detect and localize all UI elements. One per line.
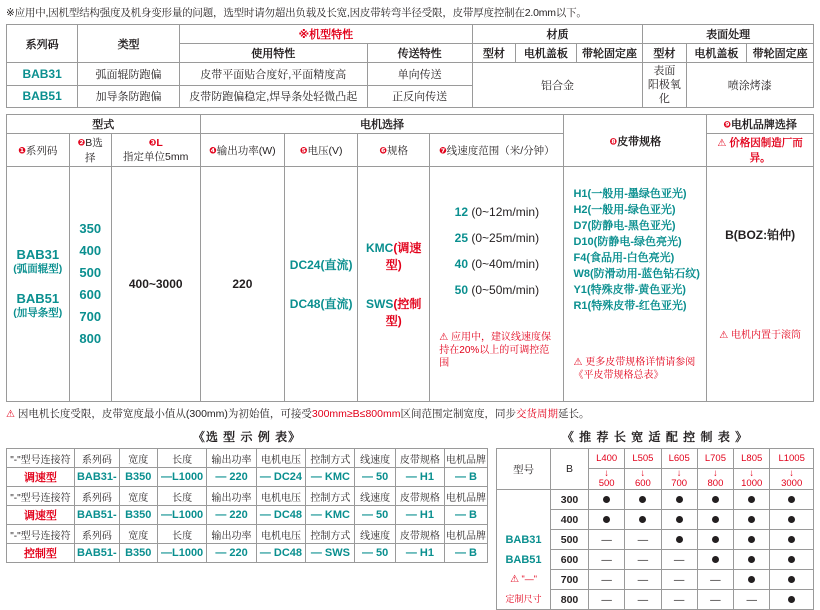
rec-cell — [734, 570, 770, 590]
surface-paint: 喷涂烤漆 — [686, 63, 813, 108]
th-voltage-2: 电机电压 — [256, 487, 306, 506]
ex2-voltage: — DC48 — [259, 509, 303, 521]
rec-cell: — — [661, 550, 697, 570]
rec-note-mark: ⚠ "—" — [497, 570, 551, 590]
spec-sws: SWS(控制型) — [366, 297, 422, 328]
th-series-3: 系列码 — [74, 525, 119, 544]
th-width-3: 宽度 — [119, 525, 157, 544]
belt-d10: D10(防静电-绿色亮光) — [573, 236, 682, 248]
th-l505-bot: ↓ 600 — [625, 469, 661, 490]
table-row — [497, 550, 814, 570]
rec-cell — [589, 490, 625, 510]
rec-cell — [770, 530, 814, 550]
table-row — [497, 490, 814, 510]
row-label-2: 调速型 — [7, 506, 75, 525]
recommend-table — [496, 448, 814, 610]
speed-note: ⚠ 应用中，建议线速度保持在20%以上的可调控范围 — [439, 331, 552, 369]
use-bab31: 皮带平面贴合度好,平面精度高 — [179, 63, 367, 86]
ex3-control: — SWS — [310, 547, 350, 559]
rec-cell — [734, 550, 770, 570]
table-row — [7, 544, 488, 563]
num-2: ❷ — [77, 137, 86, 148]
th-l705: L705 — [697, 449, 733, 469]
th-wheel-seat: 带轮固定座 — [576, 44, 643, 63]
ex3-brand: — B — [455, 547, 477, 559]
th-length-3: 长度 — [157, 525, 207, 544]
rec-cell: — — [589, 550, 625, 570]
th-l400: L400 — [589, 449, 625, 469]
example-table — [6, 448, 488, 563]
th-belt-cover: 电机盖板 — [515, 44, 576, 63]
row-label-1: 调速型 — [7, 468, 75, 487]
th-profile: 型材 — [472, 44, 515, 63]
ex3-power: — 220 — [215, 547, 248, 559]
th-brand-2: 电机品牌 — [445, 487, 488, 506]
speed-25: 25 (0~25m/min) — [454, 230, 540, 245]
group-style: 型式 — [7, 115, 201, 134]
rec-cell: — — [697, 570, 733, 590]
th-l400-bot: ↓ 500 — [589, 469, 625, 490]
middle-note: ⚠ 因电机长度受限，皮带宽度最小值从(300mm)为初始值，可接受300mm≥B≤800mm区间范围定制宽度，同步交货周期延长。 — [6, 408, 590, 420]
rec-cell — [697, 530, 733, 550]
cell-belts — [564, 167, 707, 402]
th-width: 宽度 — [119, 449, 157, 468]
num-5: ❺ — [299, 145, 308, 156]
rec-cell — [589, 510, 625, 530]
cell-widths — [69, 167, 111, 402]
th-belt-spec: ❽皮带规格 — [564, 115, 707, 167]
th-speed: 线速度 — [355, 449, 395, 468]
num-1: ❶ — [18, 145, 26, 156]
th-voltage: 电机电压 — [256, 449, 306, 468]
table-row — [7, 468, 488, 487]
rec-cell: — — [625, 530, 661, 550]
th-brand: 电机品牌 — [445, 449, 488, 468]
th-brand-note: ⚠ 价格因制造厂而异。 — [707, 134, 814, 167]
th-connector-3: "-"型号连接符 — [7, 525, 75, 544]
rec-cell: — — [661, 570, 697, 590]
belt-w8: W8(防滑动用-蓝色钻石纹) — [573, 268, 700, 280]
type-bab31: 弧面辊防跑偏 — [78, 63, 180, 86]
th-speed: ❼线速度范围（米/分钟） — [430, 134, 564, 167]
warning-icon: ⚠ — [719, 330, 729, 341]
th-voltage: ❺电压(V) — [285, 134, 358, 167]
th-series-code: ❶系列码 — [7, 134, 70, 167]
recommend-caption: 《 推 荐 长 宽 适 配 控 制 表 》 — [561, 430, 749, 444]
rec-cell — [661, 530, 697, 550]
rec-cell: — — [589, 590, 625, 610]
th-l1005-bot: ↓ 3000 — [770, 469, 814, 490]
th-connector: "-"型号连接符 — [7, 449, 75, 468]
rec-b-500: 500 — [551, 530, 589, 550]
speed-50: 50 (0~50m/min) — [454, 282, 540, 297]
th-power: 输出功率 — [207, 449, 256, 468]
rec-cell: — — [661, 590, 697, 610]
table-row — [7, 487, 488, 506]
rec-cell — [734, 510, 770, 530]
speed-12: 12 (0~12m/min) — [454, 204, 540, 219]
cell-voltages — [285, 167, 358, 402]
ex3-belt: — H1 — [405, 547, 434, 559]
brand-note: ⚠ 电机内置于滚筒 — [719, 330, 801, 341]
th-type: 类型 — [78, 25, 180, 63]
rec-cell: — — [697, 590, 733, 610]
warning-icon: ⚠ — [439, 331, 449, 343]
ex3-width: B350 — [125, 547, 152, 559]
th-series: 系列码 — [74, 449, 119, 468]
cell-brand — [707, 167, 814, 402]
th-belt: 皮带规格 — [395, 449, 444, 468]
selection-table — [6, 114, 814, 402]
speed-40: 40 (0~40m/min) — [454, 256, 540, 271]
num-8: ❽ — [609, 136, 618, 147]
th-l1005: L1005 — [770, 449, 814, 469]
cell-specs — [358, 167, 430, 402]
th-brand: ❾电机品牌选择 — [707, 115, 814, 134]
th-l605: L605 — [661, 449, 697, 469]
surface-anodize: 表面 阳极氧化 — [643, 63, 686, 108]
top-note: ※应用中,因机型结构强度及机身变形量的问题，选型时请勿超出负载及长宽,因皮带转弯半径受限，皮带厚度控制在2.0mm以下。 — [6, 7, 587, 19]
rec-note-text: 定制尺寸 — [497, 590, 551, 610]
th-l805: L805 — [734, 449, 770, 469]
table-row — [497, 530, 814, 550]
warning-icon: ⚠ — [717, 138, 727, 149]
width-350: 350 — [79, 221, 102, 236]
model-feature-table — [6, 24, 814, 108]
belt-d7: D7(防静电-黑色亚光) — [573, 220, 676, 232]
th-l505: L505 — [625, 449, 661, 469]
cell-series-codes — [7, 167, 70, 402]
table-row — [7, 63, 814, 86]
warning-icon: ⚠ — [573, 357, 583, 368]
cell-length-range: 400~3000 — [111, 167, 200, 402]
rec-cell — [770, 570, 814, 590]
th-width-2: 宽度 — [119, 487, 157, 506]
num-3: ❸ — [148, 137, 157, 148]
th-connector-2: "-"型号连接符 — [7, 487, 75, 506]
belt-y1: Y1(特殊皮带-黄色亚光) — [573, 284, 686, 296]
th-power-2: 输出功率 — [207, 487, 256, 506]
cell-power: 220 — [200, 167, 285, 402]
th-use-feature: 使用特性 — [179, 44, 367, 63]
table-row — [497, 570, 814, 590]
ex1-width: B350 — [125, 471, 152, 483]
th-b: B — [551, 449, 589, 490]
num-4: ❹ — [209, 145, 217, 156]
th-belt-cover-2: 电机盖板 — [686, 44, 747, 63]
row-label-3: 控制型 — [7, 544, 75, 563]
rec-cell: — — [734, 590, 770, 610]
th-wheel-seat-2: 带轮固定座 — [747, 44, 814, 63]
spec-kmc: KMC(调速型) — [366, 241, 422, 272]
ex2-width: B350 — [125, 509, 152, 521]
rec-cell — [770, 490, 814, 510]
th-l705-bot: ↓ 800 — [697, 469, 733, 490]
rec-b-800: 800 — [551, 590, 589, 610]
width-800: 800 — [79, 331, 102, 346]
rec-cell — [625, 510, 661, 530]
th-length: 长度 — [157, 449, 207, 468]
rec-cell — [661, 510, 697, 530]
cell-speeds — [430, 167, 564, 402]
th-length-2: 长度 — [157, 487, 207, 506]
th-transfer-feature: 传送特性 — [367, 44, 472, 63]
bottom-section — [6, 426, 814, 610]
th-belt-3: 皮带规格 — [395, 525, 444, 544]
th-series: 系列码 — [7, 25, 78, 63]
ex1-power: — 220 — [215, 471, 248, 483]
th-surface: 表面处理 — [643, 25, 814, 44]
belt-note: ⚠ 更多皮带规格详情请参阅《平皮带规格总表》 — [573, 357, 696, 381]
rec-cell: — — [625, 550, 661, 570]
material-value: 铝合金 — [472, 63, 643, 108]
warning-icon: ⚠ — [510, 574, 520, 585]
width-500: 500 — [79, 265, 102, 280]
num-9: ❾ — [723, 119, 731, 130]
ex2-power: — 220 — [215, 509, 248, 521]
use-bab51: 皮带防跑偏稳定,焊导条处轻微凸起 — [179, 85, 367, 108]
th-spec: ❻规格 — [358, 134, 430, 167]
th-l605-bot: ↓ 700 — [661, 469, 697, 490]
rec-cell — [770, 590, 814, 610]
ex3-length: —L1000 — [160, 547, 204, 559]
series-bab51: BAB51 — [16, 291, 60, 306]
group-motor: 电机选择 — [200, 115, 564, 134]
recommend-section — [496, 426, 814, 610]
rec-cell — [770, 550, 814, 570]
brand-value: B(BOZ:铂仲) — [725, 228, 796, 242]
voltage-dc24: DC24(直流) — [289, 258, 353, 272]
rec-cell — [697, 510, 733, 530]
rec-b-600: 600 — [551, 550, 589, 570]
th-width: ❷B选择 — [69, 134, 111, 167]
th-belt-2: 皮带规格 — [395, 487, 444, 506]
rec-cell — [661, 490, 697, 510]
ex1-speed: — 50 — [361, 471, 389, 483]
example-caption: 《选 型 示 例 表》 — [192, 430, 302, 444]
ex3-voltage: — DC48 — [259, 547, 303, 559]
th-control-3: 控制方式 — [306, 525, 355, 544]
th-power: ❹输出功率(W) — [200, 134, 285, 167]
ex2-length: —L1000 — [160, 509, 204, 521]
width-400: 400 — [79, 243, 102, 258]
rec-cell — [734, 490, 770, 510]
ex3-series: BAB51- — [76, 547, 117, 559]
width-600: 600 — [79, 287, 102, 302]
ex2-series: BAB51- — [76, 509, 117, 521]
rec-cell: — — [589, 530, 625, 550]
th-series-2: 系列码 — [74, 487, 119, 506]
rec-cell: — — [625, 590, 661, 610]
belt-h2: H2(一般用-绿色亚光) — [573, 204, 676, 216]
series-code-bab31: BAB31 — [7, 63, 78, 86]
series-bab31: BAB31 — [16, 247, 60, 262]
series-bab51-desc: (加导条型) — [13, 307, 63, 319]
rec-cell: — — [625, 570, 661, 590]
type-bab51: 加导条防跑偏 — [78, 85, 180, 108]
ex1-series: BAB31- — [76, 471, 117, 483]
belt-f4: F4(食品用-白色亮光) — [573, 252, 675, 264]
rec-cell — [625, 490, 661, 510]
recommend-model-cell — [497, 490, 551, 530]
ex1-length: —L1000 — [160, 471, 204, 483]
ex1-control: — KMC — [310, 471, 350, 483]
rec-cell — [697, 550, 733, 570]
table-row — [497, 449, 814, 469]
th-brand-3: 电机品牌 — [445, 525, 488, 544]
th-model: 型号 — [497, 449, 551, 490]
rec-b-400: 400 — [551, 510, 589, 530]
th-l805-bot: ↓ 1000 — [734, 469, 770, 490]
ex3-speed: — 50 — [361, 547, 389, 559]
table-row — [7, 115, 814, 134]
th-voltage-3: 电机电压 — [256, 525, 306, 544]
rec-cell — [770, 510, 814, 530]
th-features: ※机型特性 — [179, 25, 472, 44]
ex1-voltage: — DC24 — [259, 471, 303, 483]
rec-cell — [697, 490, 733, 510]
series-code-bab51: BAB51 — [7, 85, 78, 108]
belt-r1: R1(特殊皮带-红色亚光) — [573, 300, 687, 312]
th-length: ❸L 指定单位5mm — [111, 134, 200, 167]
rec-model-bab51: BAB51 — [497, 550, 551, 570]
th-power-3: 输出功率 — [207, 525, 256, 544]
transfer-bab51: 正反向传送 — [367, 85, 472, 108]
ex1-brand: — B — [455, 471, 477, 483]
num-6: ❻ — [379, 145, 387, 156]
ex2-speed: — 50 — [361, 509, 389, 521]
rec-b-700: 700 — [551, 570, 589, 590]
ex2-brand: — B — [455, 509, 477, 521]
th-material: 材质 — [472, 25, 643, 44]
voltage-dc48: DC48(直流) — [289, 297, 353, 311]
th-profile-2: 型材 — [643, 44, 686, 63]
belt-h1: H1(一般用-墨绿色亚光) — [573, 188, 687, 200]
table-row — [7, 525, 488, 544]
warning-icon: ⚠ — [6, 409, 15, 420]
ex2-belt: — H1 — [405, 509, 434, 521]
ex2-control: — KMC — [310, 509, 350, 521]
ex1-belt: — H1 — [405, 471, 434, 483]
rec-model-bab31: BAB31 — [497, 530, 551, 550]
transfer-bab31: 单向传送 — [367, 63, 472, 86]
th-speed-2: 线速度 — [355, 487, 395, 506]
example-section — [6, 426, 488, 610]
table-row — [7, 449, 488, 468]
rec-cell: — — [589, 570, 625, 590]
series-bab31-desc: (弧面辊型) — [13, 263, 63, 275]
rec-cell — [734, 530, 770, 550]
table-row — [7, 167, 814, 402]
num-7: ❼ — [439, 145, 447, 156]
th-control: 控制方式 — [306, 449, 355, 468]
th-speed-3: 线速度 — [355, 525, 395, 544]
table-row — [7, 506, 488, 525]
table-row — [7, 25, 814, 44]
th-control-2: 控制方式 — [306, 487, 355, 506]
table-row — [497, 590, 814, 610]
rec-b-300: 300 — [551, 490, 589, 510]
width-700: 700 — [79, 309, 102, 324]
